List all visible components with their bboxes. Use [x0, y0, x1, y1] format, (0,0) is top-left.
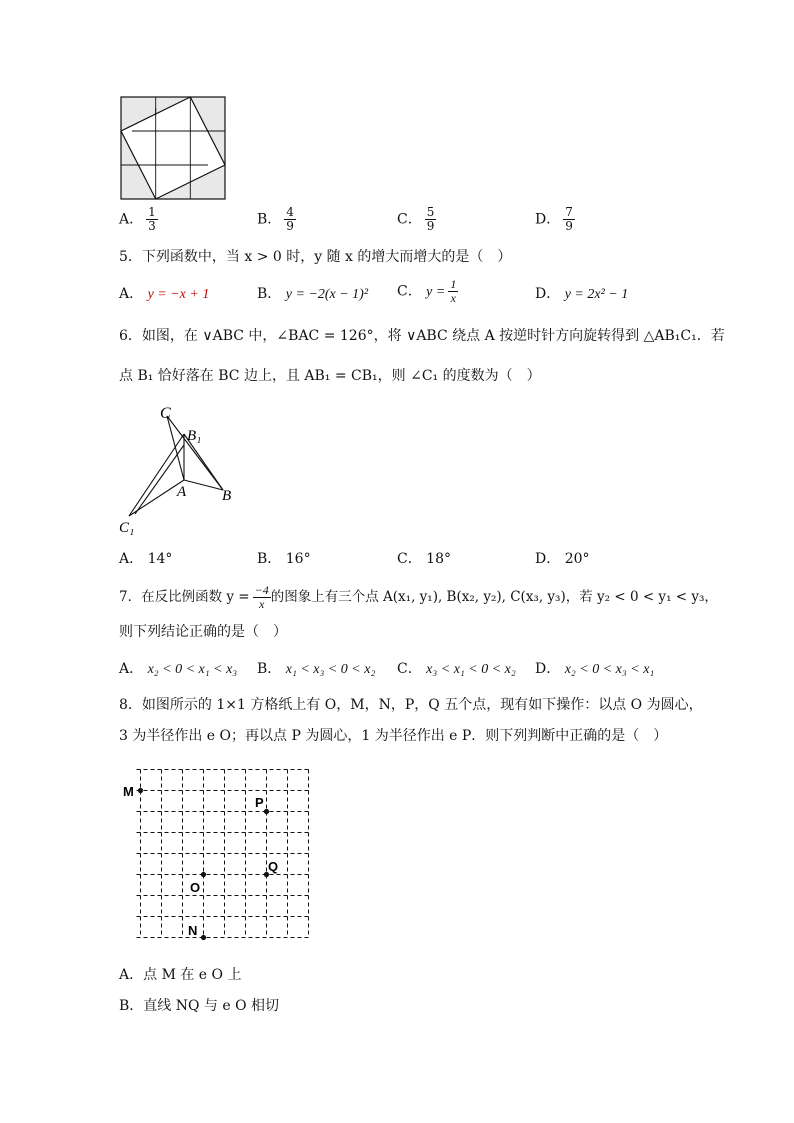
q6-stem-line1: 6．如图，在 ∨ABC 中，∠BAC = 126°，将 ∨ABC 绕点 A 按逆时针方向旋转得到 △AB₁C₁．若	[119, 328, 725, 344]
q5-option-d[interactable]: D． y = 2x² − 1	[535, 286, 629, 302]
q8-label-m: M	[123, 784, 134, 799]
q6-label-c1: C₁	[119, 520, 135, 536]
q5-option-c[interactable]: C． y = $\frac{1}{x}$	[397, 277, 457, 305]
q8-stem-line1: 8．如图所示的 1×1 方格纸上有 O，M，N，P，Q 五个点，现有如下操作：以点 O 为圆心，	[119, 697, 703, 713]
q7-stem-line1: 7．在反比例函数 y = $\frac{-4}{x}$ 的图象上有三个点 A(x₁, y₁), B(x₂, y₂), C(x₃, y₃)，若 y₂ < 0 < y₁ < y₃，	[119, 583, 718, 611]
q7-option-d[interactable]: D． x₂ < 0 < x₃ < x₁	[535, 661, 655, 677]
q4-option-d[interactable]: D． $\frac{7}{9}$	[535, 205, 573, 233]
q8-option-a[interactable]: A．点 M 在 e O 上	[119, 967, 242, 983]
q7-option-a[interactable]: A． x₂ < 0 < x₁ < x₃	[119, 661, 238, 677]
q8-point-m	[138, 788, 143, 793]
q6-label-b1: B₁	[187, 428, 202, 444]
q8-label-o: O	[190, 880, 201, 895]
q6-label-a: A	[177, 484, 187, 500]
q8-label-q: Q	[268, 859, 279, 874]
q8-point-o	[201, 872, 206, 877]
q6-triangle-figure	[115, 400, 245, 540]
q6-label-c: C	[160, 405, 171, 422]
q5-option-b[interactable]: B． y = −2(x − 1)²	[257, 286, 369, 302]
q6-option-d[interactable]: D． 20°	[535, 551, 590, 567]
q6-label-b: B	[222, 488, 232, 504]
q6-option-c[interactable]: C． 18°	[397, 551, 451, 567]
q5-option-a[interactable]: A． y = −x + 1	[119, 286, 210, 302]
q6-option-a[interactable]: A． 14°	[119, 551, 173, 567]
q8-label-n: N	[188, 923, 198, 938]
q7-stem-line2: 则下列结论正确的是（ ）	[119, 624, 287, 640]
q7-option-c[interactable]: C． x₃ < x₁ < 0 < x₂	[397, 661, 516, 677]
q8-point-n	[201, 935, 206, 940]
q7-option-b[interactable]: B． x₁ < x₃ < 0 < x₂	[257, 661, 376, 677]
q6-option-b[interactable]: B． 16°	[257, 551, 311, 567]
q4-figure	[120, 96, 226, 200]
q8-grid-figure	[120, 765, 315, 945]
q4-option-a[interactable]: A． $\frac{1}{3}$	[119, 205, 156, 233]
q8-stem-line2: 3 为半径作出 e O；再以点 P 为圆心，1 为半径作出 e P．则下列判断中正确的是（ ）	[119, 728, 668, 744]
q4-option-b[interactable]: B． $\frac{4}{9}$	[257, 205, 294, 233]
q8-label-p: P	[255, 795, 264, 810]
q8-option-b[interactable]: B．直线 NQ 与 e O 相切	[119, 998, 280, 1014]
q8-point-p	[264, 809, 269, 814]
q5-stem: 5．下列函数中，当 x > 0 时，y 随 x 的增大而增大的是（ ）	[119, 249, 512, 265]
q4-option-c[interactable]: C． $\frac{5}{9}$	[397, 205, 435, 233]
q6-stem-line2: 点 B₁ 恰好落在 BC 边上，且 AB₁ = CB₁，则 ∠C₁ 的度数为（ ）	[119, 368, 541, 384]
